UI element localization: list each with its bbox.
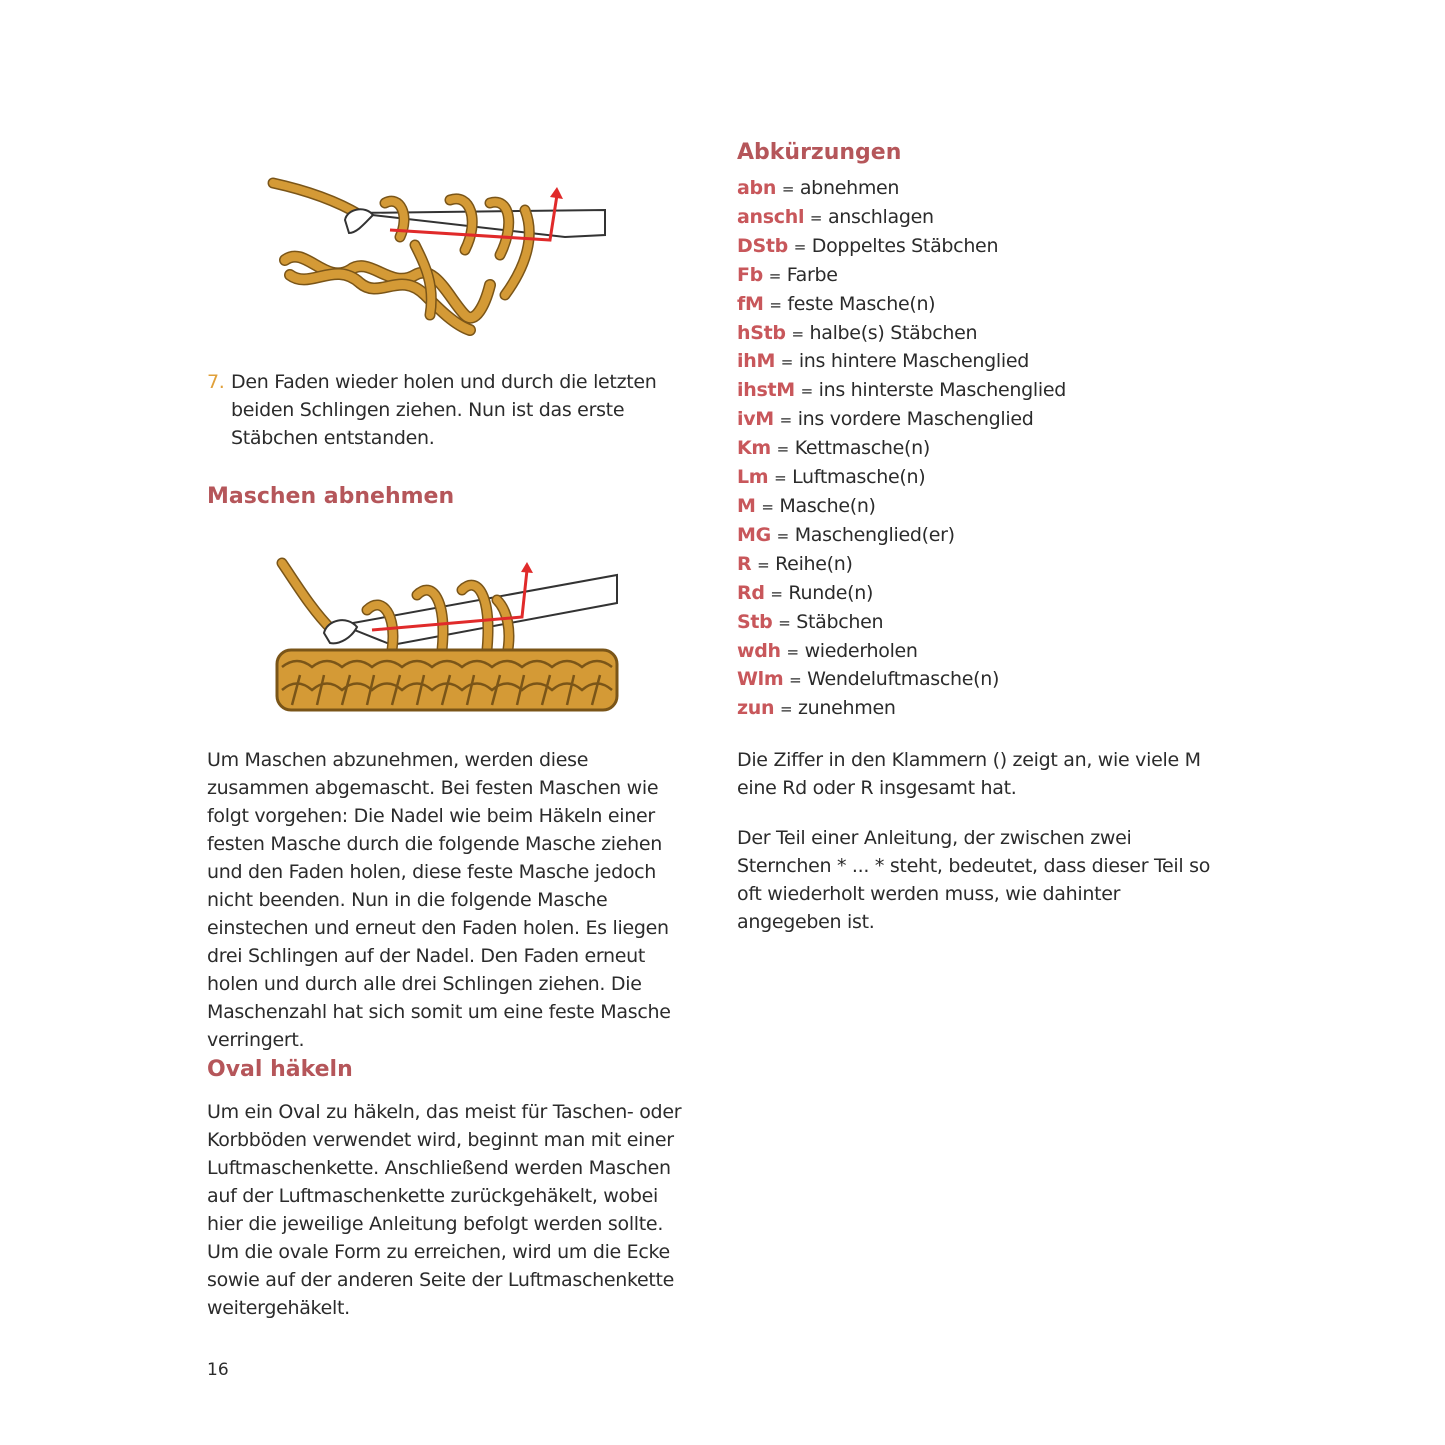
section-heading-abkuerzungen: Abkürzungen [737,140,902,165]
abbreviation-equals: = [781,180,795,198]
abbreviation-value: Maschenglied(er) [794,523,955,546]
step-text: Den Faden wieder holen und durch die letzten beiden Schlingen ziehen. Nun ist das erste Stäbchen entstanden. [231,371,657,449]
abbreviation-item [737,262,1227,291]
abbreviation-equals: = [809,208,823,227]
abbreviation-equals: = [793,237,806,256]
abbreviation-equals: = [776,526,789,545]
abbreviation-equals: = [757,555,770,574]
abbreviation-key: Km [737,437,771,460]
abbreviation-key: abn [737,177,777,199]
abbreviation-key: DStb [737,234,788,257]
step-7 [207,368,697,452]
abbreviation-key: zun [737,697,775,720]
section-heading-maschen-abnehmen: Maschen abnehmen [207,484,455,509]
abbreviation-value: Runde(n) [788,581,874,604]
abbreviation-value: abnehmen [799,177,900,199]
abbreviation-item [737,493,1227,522]
crochet-illustration-stitch [265,175,615,345]
abbreviation-equals: = [779,700,793,719]
abbreviation-note-asterisks: Der Teil einer Anleitung, der zwischen zwei Sternchen * ... * steht, bedeutet, dass dieser Teil so oft wiederholt werden muss, wie dahinter angegeben ist. [737,827,1211,934]
abbreviation-equals: = [778,613,791,632]
abbreviation-value: Luftmasche(n) [792,466,926,489]
abbreviation-equals: = [786,642,799,661]
abbreviation-key: ihstM [737,379,795,402]
abbreviation-equals: = [789,671,802,690]
abbreviations-section [737,140,1227,936]
abbreviation-value: wiederholen [804,639,918,662]
abbreviation-value: zunehmen [798,697,896,720]
abbreviation-key: ivM [737,408,774,431]
abbreviation-key: Lm [737,466,769,489]
abbreviation-equals: = [780,353,794,372]
abbreviation-item [737,695,1227,724]
abbreviation-value: Wendeluftmasche(n) [807,668,1000,691]
abbreviation-equals: = [776,440,789,459]
abbreviation-key: hStb [737,321,786,344]
abbreviation-value: Reihe(n) [775,552,853,575]
abbreviation-value: ins hintere Maschenglied [798,350,1030,373]
abbreviation-item [737,377,1227,406]
abbreviation-item [737,638,1227,667]
abbreviation-equals: = [769,295,782,314]
abbreviation-equals: = [761,497,774,516]
abbreviation-item [737,666,1227,695]
abbreviation-item [737,435,1227,464]
abbreviation-item [737,522,1227,551]
abbreviation-equals: = [800,382,813,401]
section-text-oval: Um ein Oval zu häkeln, das meist für Taschen- oder Korbböden verwendet wird, beginnt man mit einer Luftmaschenkette. Anschließend werden Maschen auf der Luftmaschenkette zurückgehäkelt, wobei hier die jeweilige Anleitung befolgt werden sollte. Um die ovale Form zu erreichen, wird um die Ecke sowie auf der anderen Seite der Luftmaschenkette weitergehäkelt. [207,1101,682,1319]
section-text-maschen-abnehmen: Um Maschen abzunehmen, werden diese zusammen abgemascht. Bei festen Maschen wie folgt vorgehen: Die Nadel wie beim Häkeln einer festen Masche durch die folgende Masche ziehen und den Faden holen, diese feste Masche jedoch nicht beenden. Nun in die folgende Masche einstechen und erneut den Faden holen. Es liegen drei Schlingen auf der Nadel. Den Faden erneut holen und durch alle drei Schlingen ziehen. Die Maschenzahl hat sich somit um eine feste Masche verringert. [207,749,671,1051]
abbreviation-key: R [737,552,752,575]
abbreviation-value: Stäbchen [796,610,884,633]
abbreviation-equals: = [770,584,783,603]
abbreviation-item [737,348,1227,377]
abbreviation-value: halbe(s) Stäbchen [809,321,978,344]
abbreviation-equals: = [774,469,787,488]
abbreviation-key: Fb [737,263,763,286]
abbreviation-value: ins hinterste Maschenglied [818,379,1066,402]
abbreviation-value: Kettmasche(n) [794,437,931,460]
section-heading-oval: Oval häkeln [207,1057,353,1082]
abbreviation-item [737,609,1227,638]
abbreviation-key: Rd [737,581,765,604]
abbreviation-item [737,551,1227,580]
abbreviation-key: M [737,494,756,517]
abbreviation-key: Wlm [737,668,784,691]
abbreviation-item [737,406,1227,435]
abbreviation-item [737,320,1227,349]
abbreviation-item [737,233,1227,262]
abbreviation-value: feste Masche(n) [787,292,936,315]
abbreviation-key: fM [737,292,764,315]
abbreviation-equals: = [779,411,792,430]
abbreviation-value: Farbe [786,263,838,286]
abbreviation-value: ins vordere Maschenglied [797,408,1034,431]
abbreviation-value: Doppeltes Stäbchen [811,234,999,257]
abbreviation-equals: = [768,266,782,285]
abbreviation-item [737,464,1227,493]
page-number: 16 [207,1360,229,1380]
abbreviation-key: Stb [737,610,773,633]
abbreviation-item [737,175,1227,204]
step-number: 7. [207,371,225,393]
abbreviation-equals: = [791,324,804,343]
abbreviation-value: Masche(n) [779,494,876,517]
abbreviation-value: anschlagen [827,205,934,228]
abbreviation-list [737,175,1227,724]
abbreviation-note-brackets: Die Ziffer in den Klammern () zeigt an, wie viele M eine Rd oder R insgesamt hat. [737,749,1201,800]
abbreviation-key: ihM [737,350,776,373]
abbreviation-key: wdh [737,639,781,662]
abbreviation-key: MG [737,523,771,546]
crochet-illustration-decrease [272,555,622,715]
abbreviation-item [737,580,1227,609]
abbreviation-item [737,204,1227,233]
abbreviation-key: anschl [737,205,805,228]
abbreviation-item [737,291,1227,320]
